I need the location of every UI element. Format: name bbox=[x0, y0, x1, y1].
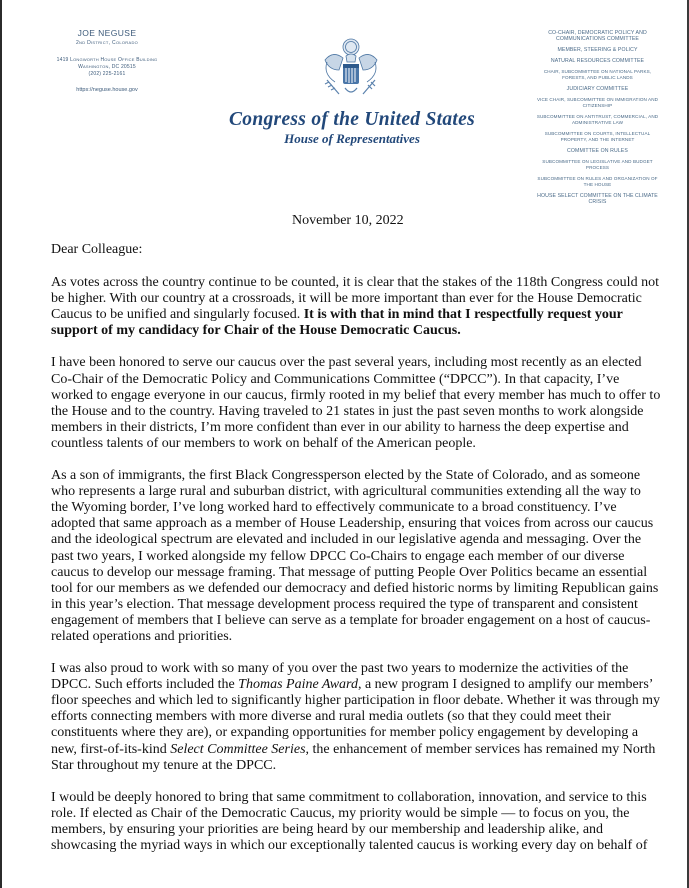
committee-item: SUBCOMMITTEE ON ANTITRUST, COMMERCIAL, AND ADMINISTRATIVE LAW bbox=[536, 114, 659, 125]
committee-item: COMMITTEE ON RULES bbox=[567, 148, 628, 154]
committee-item: SUBCOMMITTEE ON COURTS, INTELLECTUAL PROPERTY, AND THE INTERNET bbox=[544, 131, 651, 142]
office-address bbox=[32, 57, 182, 78]
paragraph-text: As votes across the country continue to be counted, it is clear that the stakes of the 118th Congress could not be higher. With our country at a crossroads, it will be more important than ever for the House Democratic Caucus to be unified and singularly focused. bbox=[51, 275, 659, 323]
member-name: JOE NEGUSE bbox=[77, 28, 137, 38]
website-link[interactable]: https://neguse.house.gov bbox=[76, 87, 138, 93]
paragraph-text: , the enhancement of member services has remained my North Star throughout my tenure at the DPCC. bbox=[51, 741, 656, 773]
letter-date: November 10, 2022 bbox=[292, 213, 404, 228]
phone-number: (202) 225-2161 bbox=[88, 71, 126, 77]
paragraph-5: I would be deeply honored to bring that same commitment to collaboration, innovation, and service to this role. If elected as Chair of the Democratic Caucus, my priority would be simple — to focus on you, the members, by ensuring your priorities are being heard by our membership and leadership alike, and showcasing the myriad ways in which our exceptionally talented caucus is working every day on behalf of bbox=[51, 789, 648, 853]
committee-item: MEMBER, STEERING & POLICY bbox=[557, 47, 638, 53]
letterhead-title bbox=[210, 109, 494, 147]
great-seal-icon bbox=[313, 36, 389, 108]
paragraph-4 bbox=[51, 661, 661, 774]
house-title: House of Representatives bbox=[284, 131, 420, 146]
committee-list bbox=[535, 30, 660, 210]
member-district: 2nd District, Colorado bbox=[75, 40, 139, 46]
salutation: Dear Colleague: bbox=[51, 242, 143, 257]
committee-item: VICE CHAIR, SUBCOMMITTEE ON IMMIGRATION AND CITIZENSHIP bbox=[536, 97, 659, 108]
paragraph-2: I have been honored to serve our caucus over the past several years, including most recently as an elected Co-Chair of the Democratic Policy and Communications Committee (“DPCC”). In that capacity, I’ve worked to engage everyone in our caucus, firmly rooted in my belief that every member has much to offer to the House and to the country. Having traveled to 21 states in just the past seven months to work alongside members in their districts, I’m more confident than ever in our ability to harness the deep expertise and countless talents of our members to work on behalf of the American people. bbox=[51, 355, 661, 451]
committee-item: CHAIR, SUBCOMMITTEE ON NATIONAL PARKS, FORESTS, AND PUBLIC LANDS bbox=[543, 69, 652, 80]
award-name: Thomas Paine Award bbox=[238, 677, 358, 693]
committee-item: SUBCOMMITTEE ON LEGISLATIVE AND BUDGET PROCESS bbox=[542, 159, 653, 170]
paragraph-3: As a son of immigrants, the first Black Congressperson elected by the State of Colorado, and as someone who represents a large rural and suburban district, with agricultural communities extending all the way to the Wyoming border, I’ve long worked hard to effectively communicate to a broad constituency. I’ve adopted that same approach as a member of House Leadership, ensuring that voices from across our caucus and the ideological spectrum are elevated and included in our legislative agenda and messaging. Over the past two years, I worked alongside my fellow DPCC Co-Chairs to engage each member of our diverse caucus to develop our message framing. That message of putting People Over Politics became an essential tool for our members as we defended our democracy and defied historic norms by limiting Republican gains in this year’s election. That message development process required the type of transparent and consistent engagement of members that I believe can serve as a template for broader engagement on a host of caucus-related operations and priorities. bbox=[51, 468, 659, 644]
committee-item: SUBCOMMITTEE ON RULES AND ORGANIZATION OF THE HOUSE bbox=[537, 176, 658, 187]
member-contact-block bbox=[32, 28, 182, 93]
address-line: Washington, DC 20515 bbox=[78, 64, 136, 70]
request-statement: It is with that in mind that I respectfully request your support of my candidacy for Chair of the House Democratic Caucus. bbox=[51, 307, 623, 339]
committee-item: HOUSE SELECT COMMITTEE ON THE CLIMATE CRISIS bbox=[537, 193, 658, 205]
series-name: Select Committee Series bbox=[170, 741, 306, 757]
committee-item: NATURAL RESOURCES COMMITTEE bbox=[550, 58, 645, 64]
congress-title: Congress of the United States bbox=[229, 109, 475, 130]
address-line: 1419 Longworth House Office Building bbox=[56, 57, 158, 63]
letter-body bbox=[51, 242, 661, 870]
committee-item: JUDICIARY COMMITTEE bbox=[566, 86, 629, 92]
paragraph-text: , a new program I designed to amplify our members’ floor speeches and which led to significantly higher participation in floor debate. Whether it was through my efforts connecting members with more diverse and rural media outlets (so that they could meet their constituents where they are), or expanding opportunities for member policy engagement by developing a new, first-of-its-kind bbox=[51, 677, 660, 757]
paragraph-1 bbox=[51, 275, 661, 339]
committee-item: CO-CHAIR, DEMOCRATIC POLICY AND COMMUNICATIONS COMMITTEE bbox=[548, 30, 647, 42]
paragraph-text: I was also proud to work with so many of you over the past two years to modernize the activities of the DPCC. Such efforts included the bbox=[51, 661, 629, 693]
